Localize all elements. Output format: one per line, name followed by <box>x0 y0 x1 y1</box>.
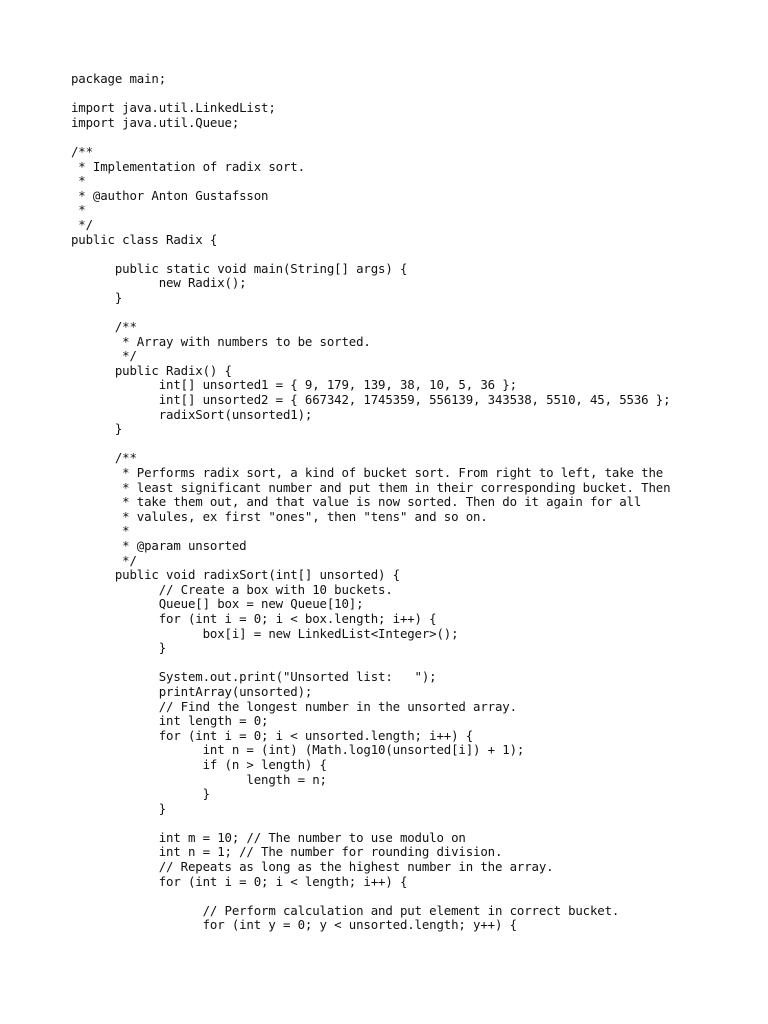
code-line: * Implementation of radix sort. <box>71 158 305 174</box>
code-line <box>71 306 670 321</box>
code-line: } <box>71 289 123 305</box>
code-line: int n = (int) (Math.log10(unsorted[i]) + 1); <box>71 742 525 758</box>
code-line: * take them out, and that value is now sorted. Then do it again for all <box>71 494 642 510</box>
code-line: */ <box>71 552 137 568</box>
code-line <box>71 130 670 145</box>
code-line: int[] unsorted2 = { 667342, 1745359, 556139, 343538, 5510, 45, 5536 }; <box>71 392 671 408</box>
code-line: * Array with numbers to be sorted. <box>71 333 371 349</box>
code-line <box>71 437 670 452</box>
code-line: * <box>71 173 86 189</box>
code-line: public static void main(String[] args) { <box>71 260 408 276</box>
code-line: /** <box>71 143 93 159</box>
code-line: * @author Anton Gustafsson <box>71 187 269 203</box>
code-line: int length = 0; <box>71 713 269 729</box>
code-line: package main; <box>71 71 167 86</box>
code-line: } <box>71 800 167 816</box>
code-line: int n = 1; // The number for rounding division. <box>71 844 503 860</box>
code-line: length = n; <box>71 771 327 787</box>
code-line: // Create a box with 10 buckets. <box>71 581 393 597</box>
code-line: radixSort(unsorted1); <box>71 406 313 422</box>
code-line: for (int i = 0; i < box.length; i++) { <box>71 610 437 626</box>
code-line: System.out.print("Unsorted list: "); <box>71 669 437 685</box>
code-line: * valules, ex first "ones", then "tens" and so on. <box>71 508 488 524</box>
code-line: Queue[] box = new Queue[10]; <box>71 596 364 612</box>
code-line <box>71 87 670 102</box>
code-line: printArray(unsorted); <box>71 683 313 699</box>
code-line <box>71 889 670 904</box>
code-line: * @param unsorted <box>71 538 247 553</box>
code-line: } <box>71 786 210 802</box>
code-line: // Repeats as long as the highest number in the array. <box>71 859 554 875</box>
code-line <box>71 656 670 671</box>
code-line: * <box>71 202 86 218</box>
code-line: for (int i = 0; i < length; i++) { <box>71 873 408 889</box>
code-line: * least significant number and put them in their corresponding bucket. Then <box>71 479 671 495</box>
code-line: */ <box>71 216 93 232</box>
code-line: import java.util.Queue; <box>71 114 240 130</box>
code-line: * Performs radix sort, a kind of bucket sort. From right to left, take the <box>71 465 664 481</box>
code-line: box[i] = new LinkedList<Integer>(); <box>71 625 459 641</box>
code-line: for (int i = 0; i < unsorted.length; i++) { <box>71 727 474 743</box>
code-line: for (int y = 0; y < unsorted.length; y++) { <box>71 917 517 933</box>
code-line: /** <box>71 319 137 335</box>
code-line <box>71 816 670 831</box>
code-line: int m = 10; // The number to use modulo on <box>71 829 466 845</box>
code-line: // Find the longest number in the unsorted array. <box>71 698 517 714</box>
code-line: } <box>71 421 123 437</box>
code-line: int[] unsorted1 = { 9, 179, 139, 38, 10, 5, 36 }; <box>71 377 517 393</box>
code-line: } <box>71 640 167 656</box>
code-line <box>71 247 670 262</box>
code-line: if (n > length) { <box>71 756 327 772</box>
code-line: import java.util.LinkedList; <box>71 100 276 116</box>
code-line: new Radix(); <box>71 275 247 291</box>
code-line: public Radix() { <box>71 362 232 378</box>
code-line: // Perform calculation and put element in correct bucket. <box>71 902 620 918</box>
code-line: */ <box>71 348 137 364</box>
code-line: * <box>71 523 130 539</box>
code-line: public void radixSort(int[] unsorted) { <box>71 567 400 583</box>
source-code-listing <box>71 72 670 933</box>
code-line: /** <box>71 450 137 466</box>
code-line: public class Radix { <box>71 231 218 247</box>
